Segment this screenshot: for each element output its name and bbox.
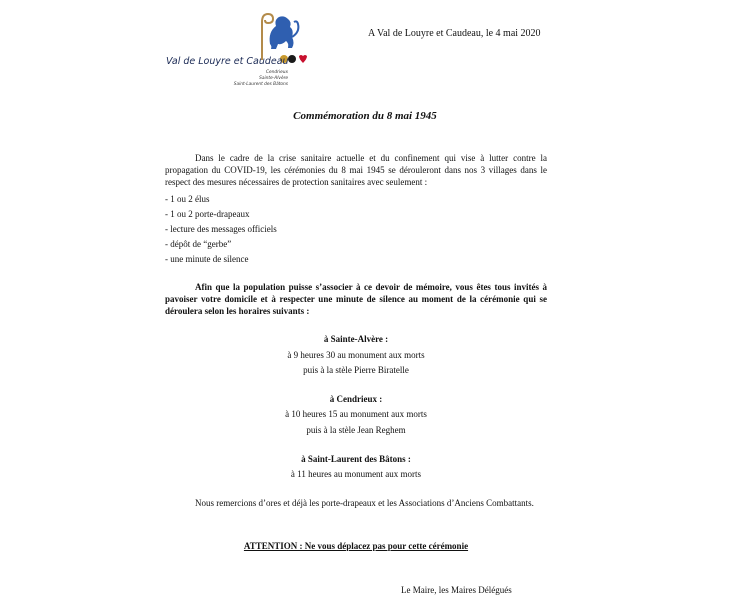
- place-date: A Val de Louyre et Caudeau, le 4 mai 2020: [368, 28, 541, 39]
- schedule-line: à 10 heures 15 au monument aux morts: [285, 409, 427, 419]
- attention-notice: ATTENTION : Ne vous déplacez pas pour cette cérémonie: [243, 541, 469, 551]
- list-item: - 1 ou 2 porte-drapeaux: [165, 209, 250, 219]
- logo-village-1: Cendrieux: [266, 70, 288, 75]
- list-item: - une minute de silence: [165, 254, 249, 264]
- intro-paragraph: Dans le cadre de la crise sanitaire actuelle et du confinement qui vise à lutter contre la propagation du COVID-19, les cérémonies du 8 mai 1945 se dérouleront dans nos 3 villages dans le respect des mesures nécessaires de protection sanitaires avec seulement :: [165, 153, 547, 187]
- schedule-line: puis à la stèle Jean Reghem: [306, 425, 406, 435]
- invitation-paragraph: Afin que la population puisse s’associer à ce devoir de mémoire, vous êtes tous invités à pavoiser votre domicile et à respecter une minute de silence au moment de la cérémonie qui se déroulera selon les horaires suivants :: [165, 282, 547, 316]
- schedule-place-saint-laurent: à Saint-Laurent des Bâtons :: [301, 454, 411, 464]
- list-item: - dépôt de “gerbe”: [165, 239, 232, 249]
- municipality-logo: [140, 10, 310, 110]
- signature: Le Maire, les Maires Délégués: [401, 585, 512, 595]
- list-item: - 1 ou 2 élus: [165, 194, 210, 204]
- document-title: Commémoration du 8 mai 1945: [293, 110, 437, 122]
- list-item: - lecture des messages officiels: [165, 224, 277, 234]
- logo-name: Val de Louyre et Caudeau: [166, 56, 289, 67]
- logo-village-3: Saint-Laurent des Bâtons: [233, 82, 288, 87]
- schedule-line: à 11 heures au monument aux morts: [290, 469, 422, 479]
- heart-icon: [299, 55, 307, 63]
- schedule-line: puis à la stèle Pierre Biratelle: [303, 365, 409, 375]
- measures-list: [165, 192, 277, 267]
- schedule-place-cendrieux: à Cendrieux :: [329, 394, 383, 404]
- logo-village-2: Sainte-Alvère: [259, 76, 288, 81]
- thanks-paragraph: Nous remercions d’ores et déjà les porte-drapeaux et les Associations d’Anciens Combattants.: [195, 498, 534, 508]
- schedule-line: à 9 heures 30 au monument aux morts: [287, 350, 425, 360]
- schedule-place-sainte-alvere: à Sainte-Alvère :: [323, 334, 389, 344]
